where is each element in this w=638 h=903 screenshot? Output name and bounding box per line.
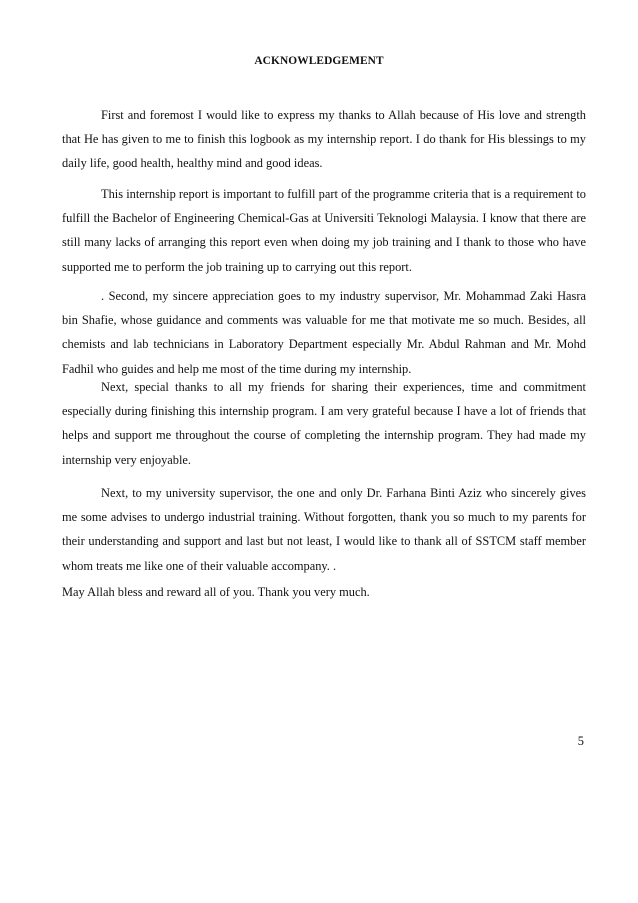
paragraph-thanks-allah: First and foremost I would like to express my thanks to Allah because of His love and strength that He has given to me to finish this logbook as my internship report. I do thank for His blessings to my daily life, good health, healthy mind and good ideas. xyxy=(62,108,586,171)
paragraph-report-purpose: This internship report is important to fulfill part of the programme criteria that is a requirement to fulfill the Bachelor of Engineering Chemical-Gas at Universiti Teknologi Malaysia. I know that there are still many lacks of arranging this report even when doing my job training and I thank to those who have supported me to perform the job training up to carrying out this report. xyxy=(62,187,586,274)
page-title: ACKNOWLEDGEMENT xyxy=(254,55,384,67)
page-number: 5 xyxy=(577,734,584,748)
paragraph-friends: Next, special thanks to all my friends for sharing their experiences, time and commitment especially during finishing this internship program. I am very grateful because I have a lot of friends that helps and support me throughout the course of completing the internship program. They had made my internship very enjoyable. xyxy=(62,380,586,467)
paragraph-closing: May Allah bless and reward all of you. Thank you very much. xyxy=(62,585,370,599)
paragraph-university-supervisor: Next, to my university supervisor, the one and only Dr. Farhana Binti Aziz who sincerely gives me some advises to undergo industrial training. Without forgotten, thank you so much to my parents for their understanding and support and last but not least, I would like to thank all of SSTCM staff member whom treats me like one of their valuable accompany. . xyxy=(62,486,586,573)
paragraph-industry-supervisor: . Second, my sincere appreciation goes to my industry supervisor, Mr. Mohammad Zaki Hasra bin Shafie, whose guidance and comments was valuable for me that motivate me so much. Besides, all chemists and lab technicians in Laboratory Department especially Mr. Abdul Rahman and Mr. Mohd Fadhil who guides and help me most of the time during my internship. xyxy=(62,289,586,376)
